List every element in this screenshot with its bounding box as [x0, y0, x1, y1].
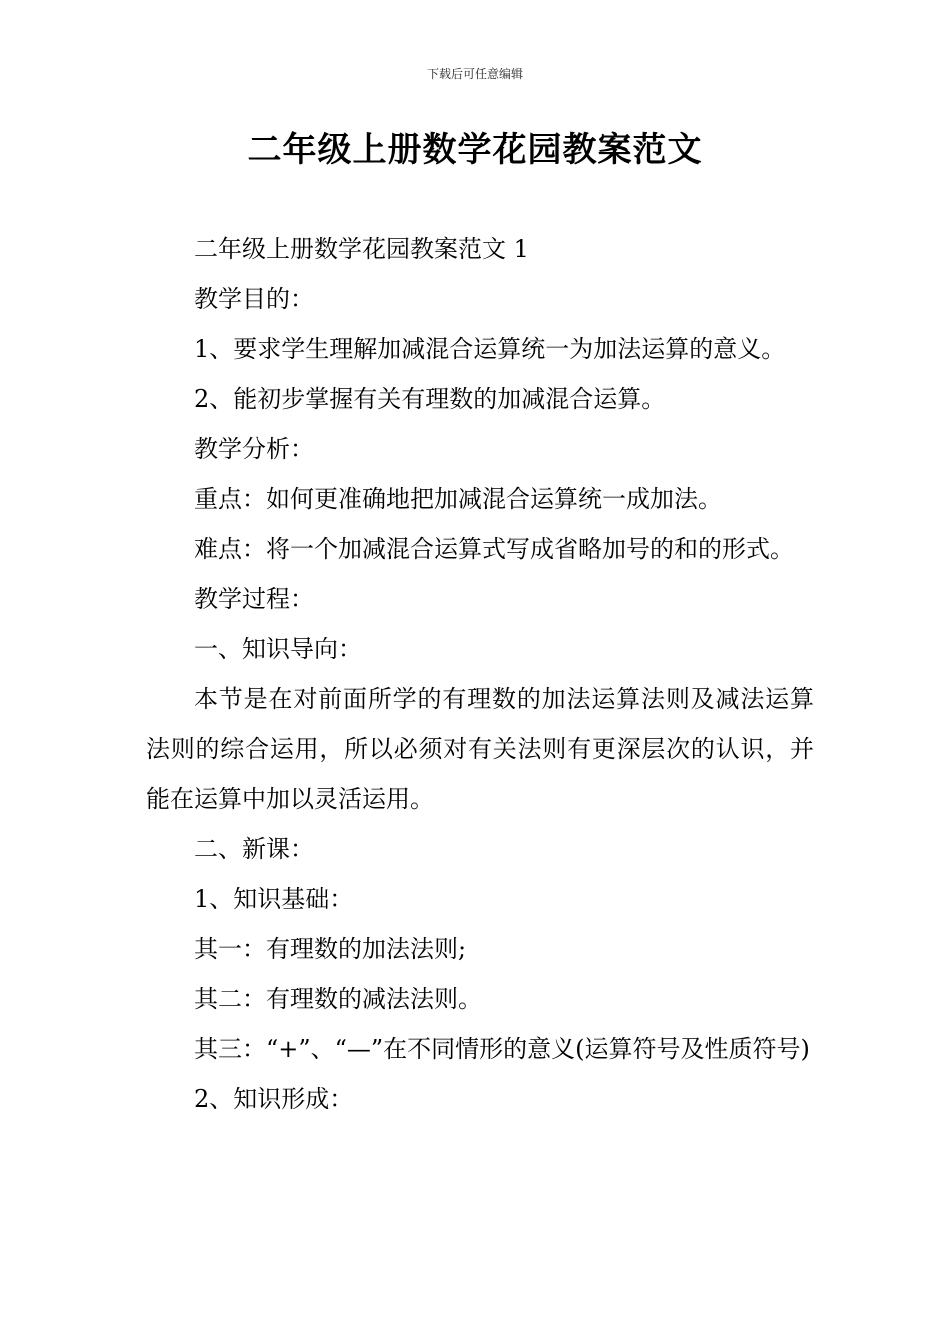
paragraph-teaching-analysis-heading: 教学分析： — [194, 435, 314, 463]
paragraph-goal-1: 1、要求学生理解加减混合运算统一为加法运算的意义。 — [194, 335, 786, 363]
paragraph-rule-2: 其二：有理数的减法法则。 — [194, 985, 482, 1013]
paragraph-knowledge-formation-heading: 2、知识形成： — [194, 1085, 354, 1113]
paragraph-knowledge-guide-text: 本节是在对前面所学的有理数的加法运算法则及减法运算法则的综合运用，所以必须对有关法则有更深层次的认识，并能在运算中加以灵活运用。 — [146, 685, 814, 813]
paragraph-new-lesson-heading: 二、新课： — [194, 835, 314, 863]
paragraph-key-point: 重点：如何更准确地把加减混合运算统一成加法。 — [194, 485, 722, 513]
paragraph-rule-3: 其三：“+”、“—”在不同情形的意义(运算符号及性质符号) — [194, 1035, 810, 1063]
paragraph-difficulty: 难点：将一个加减混合运算式写成省略加号的和的形式。 — [194, 535, 794, 563]
paragraph-teaching-process-heading: 教学过程： — [194, 585, 314, 613]
paragraph-rule-1: 其一：有理数的加法法则; — [194, 935, 467, 963]
header-note: 下载后可任意编辑 — [426, 67, 523, 81]
paragraph-knowledge-base-heading: 1、知识基础： — [194, 885, 354, 913]
document-title: 二年级上册数学花园教案范文 — [247, 130, 703, 170]
document-body — [146, 224, 814, 1124]
paragraph-goal-2: 2、能初步掌握有关有理数的加减混合运算。 — [194, 385, 666, 413]
paragraph-subtitle: 二年级上册数学花园教案范文 1 — [194, 235, 529, 263]
paragraph-teaching-goals-heading: 教学目的： — [194, 285, 314, 313]
paragraph-knowledge-guide-heading: 一、知识导向： — [194, 635, 362, 663]
